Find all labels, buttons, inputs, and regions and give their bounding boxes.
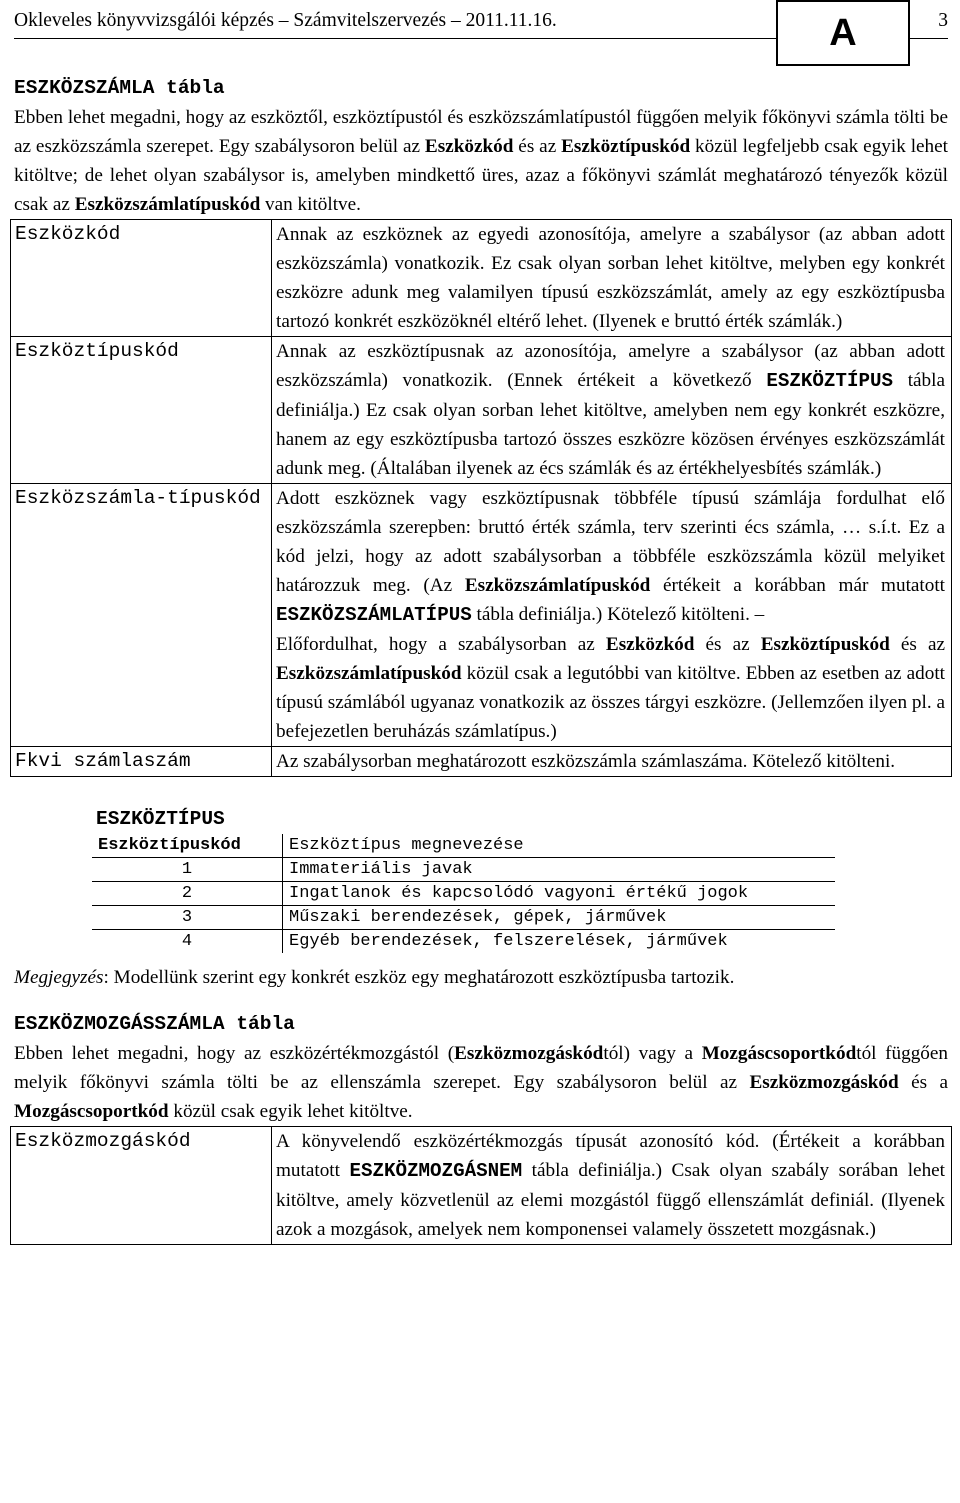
desc-table-name: ESZKÖZSZÁMLATÍPUS xyxy=(276,604,472,626)
field-name: Eszköztípuskód xyxy=(11,337,272,484)
type-code: 2 xyxy=(92,882,283,906)
note-text: : Modellünk szerint egy konkrét eszköz egy meghatározott eszköztípusba tartozik. xyxy=(103,967,735,988)
intro-text: van kitöltve. xyxy=(260,194,361,215)
definition-table xyxy=(10,219,952,777)
section-intro xyxy=(14,103,948,219)
intro-text: Ebben lehet megadni, hogy az eszköztől, eszköztípustól és eszközszámlatípustól függően melyik főkönyvi számla tölti be az eszközszámla szerepet. Egy szabálysoron belül az xyxy=(14,107,948,157)
page-number: 3 xyxy=(938,10,948,31)
intro-bold: Eszközszámlatípuskód xyxy=(74,194,261,215)
desc-table-name: ESZKÖZMOZGÁSNEM xyxy=(349,1160,523,1182)
type-name: Immateriális javak xyxy=(283,858,836,882)
type-code: 3 xyxy=(92,906,283,930)
type-name: Egyéb berendezések, felszerelések, járművek xyxy=(283,930,836,954)
column-header: Eszköztípus megnevezése xyxy=(283,834,836,858)
table-row xyxy=(92,906,835,930)
field-name: Eszközszámla-típuskód xyxy=(11,484,272,747)
desc-text: A könyvelendő eszközértékmozgás típusát azonosító kód. (Értékeit a korábban mutatott xyxy=(276,1131,945,1181)
section-title-eszkozmozgasszamla: ESZKÖZMOZGÁSSZÁMLA tábla xyxy=(14,1013,295,1035)
table-header-row xyxy=(92,834,835,858)
desc-text: közül csak a legutóbbi van kitöltve. Ebben az esetben az adott típusú számlából ugyanaz vonatkozik az összes tárgyi eszközre. (Jellemzően ilyen pl. a befejezetlen beruházás számlatípus.) xyxy=(276,663,945,742)
intro-text: tól függően melyik főkönyvi számla tölti be az ellenszámla szerepet. Egy szabálysoron belül az xyxy=(14,1043,948,1093)
table-row xyxy=(92,930,835,954)
eszkoztipus-title: ESZKÖZTÍPUS xyxy=(96,808,225,830)
intro-text: Ebben lehet megadni, hogy az eszközértékmozgástól ( xyxy=(14,1043,455,1064)
desc-text: tábla definiálja.) Kötelező kitölteni. – xyxy=(471,604,765,625)
desc-text: és az xyxy=(889,634,945,655)
field-name: Eszközkód xyxy=(11,220,272,337)
desc-text: Előfordulhat, hogy a szabálysorban az xyxy=(276,634,606,655)
field-description xyxy=(272,484,952,747)
field-name: Fkvi számlaszám xyxy=(11,747,272,777)
field-description: Annak az eszköznek az egyedi azonosítója, amelyre a szabálysor (az abban adott eszközszámla) vonatkozik. Ez csak olyan sorban lehet kitöltve, melyben egy konkrét eszközre adunk meg valamilyen típusú eszközszámlát, amely az egy eszköztípusba tartozó konkrét eszközöknél eltérő lehet. (Ilyenek e bruttó érték számlák.) xyxy=(272,220,952,337)
table-row xyxy=(11,220,952,337)
header-title: Okleveles könyvvizsgálói képzés – Számvitelszervezés – 2011.11.16. xyxy=(14,10,557,31)
desc-bold: Eszközszámlatípuskód xyxy=(276,663,462,684)
desc-bold: Eszközszámlatípuskód xyxy=(464,575,651,596)
table-row xyxy=(92,858,835,882)
field-description xyxy=(272,1127,952,1245)
section2-intro xyxy=(14,1039,948,1126)
intro-text: tól) vagy a xyxy=(603,1043,702,1064)
field-description xyxy=(272,337,952,484)
table-row xyxy=(11,484,952,747)
eszkoztipus-table xyxy=(92,834,835,953)
desc-paragraph xyxy=(276,630,945,746)
type-code: 4 xyxy=(92,930,283,954)
field-description: Az szabálysorban meghatározott eszközszámla számlaszáma. Kötelező kitölteni. xyxy=(272,747,952,777)
intro-text: közül csak egyik lehet kitöltve. xyxy=(168,1101,413,1122)
desc-text: és az xyxy=(694,634,761,655)
desc-text: tábla definiálja.) Ez csak olyan sorban lehet kitöltve, amelyben nem egy konkrét eszközre, hanem az egy eszköztípusba tartozó összes eszközre közösen érvényes eszközszámlát adunk meg. (Általában ilyenek az écs számlák és az értékhelyesbítés számlák.) xyxy=(276,370,945,479)
intro-text: és a xyxy=(898,1072,948,1093)
definition-table-2 xyxy=(10,1126,952,1245)
intro-text: és az xyxy=(513,136,562,157)
field-name: Eszközmozgáskód xyxy=(11,1127,272,1245)
intro-bold: Mozgáscsoportkód xyxy=(701,1043,857,1064)
table-row xyxy=(11,337,952,484)
document-page xyxy=(14,0,948,1245)
type-name: Műszaki berendezések, gépek, járművek xyxy=(283,906,836,930)
header-letter-box: A xyxy=(776,0,910,66)
table-row xyxy=(92,882,835,906)
table-row xyxy=(11,747,952,777)
intro-bold: Eszközkód xyxy=(424,136,514,157)
intro-text: közül legfeljebb csak egyik lehet kitöltve; de lehet olyan szabálysor is, amelyben mindkettő üres, azaz a főkönyvi számlát meghatározó tényezők közül csak az xyxy=(14,136,948,215)
intro-bold: Eszközmozgáskód xyxy=(749,1072,899,1093)
desc-paragraph xyxy=(276,484,945,630)
type-code: 1 xyxy=(92,858,283,882)
type-name: Ingatlanok és kapcsolódó vagyoni értékű jogok xyxy=(283,882,836,906)
desc-text: Adott eszköznek vagy eszköztípusnak többféle típusú számlája fordulhat elő eszközszámla szerepben: bruttó érték számla, terv szerinti écs számla, … s.í.t. Ez a kód jelzi, hogy az adott szabálysorban a többféle eszközszámla közül melyiket határozzuk meg. (Az xyxy=(276,488,945,596)
desc-text: értékeit a korábban már mutatott xyxy=(650,575,945,596)
intro-bold: Mozgáscsoportkód xyxy=(14,1101,169,1122)
note xyxy=(14,963,948,992)
desc-text: Annak az eszköztípusnak az azonosítója, amelyre a szabálysor (az abban adott eszközszámla) vonatkozik. (Ennek értékeit a következő xyxy=(276,341,945,391)
desc-table-name: ESZKÖZTÍPUS xyxy=(766,370,894,392)
desc-text: tábla definiálja.) Csak olyan szabály sorában lehet kitöltve, amely közvetlenül az elemi mozgástól függő ellenszámlát definiál. (Ilyenek azok a mozgások, amelyek nem komponensei valamely összetett mozgásnak.) xyxy=(276,1160,946,1240)
page-header xyxy=(14,0,948,62)
column-header: Eszköztípuskód xyxy=(92,834,283,858)
intro-bold: Eszköztípuskód xyxy=(561,136,691,157)
note-label: Megjegyzés xyxy=(14,967,104,988)
table-row xyxy=(11,1127,952,1245)
intro-bold: Eszközmozgáskód xyxy=(454,1043,604,1064)
desc-bold: Eszközkód xyxy=(605,634,695,655)
desc-bold: Eszköztípuskód xyxy=(760,634,890,655)
section-title-eszkozszamla: ESZKÖZSZÁMLA tábla xyxy=(14,77,225,99)
